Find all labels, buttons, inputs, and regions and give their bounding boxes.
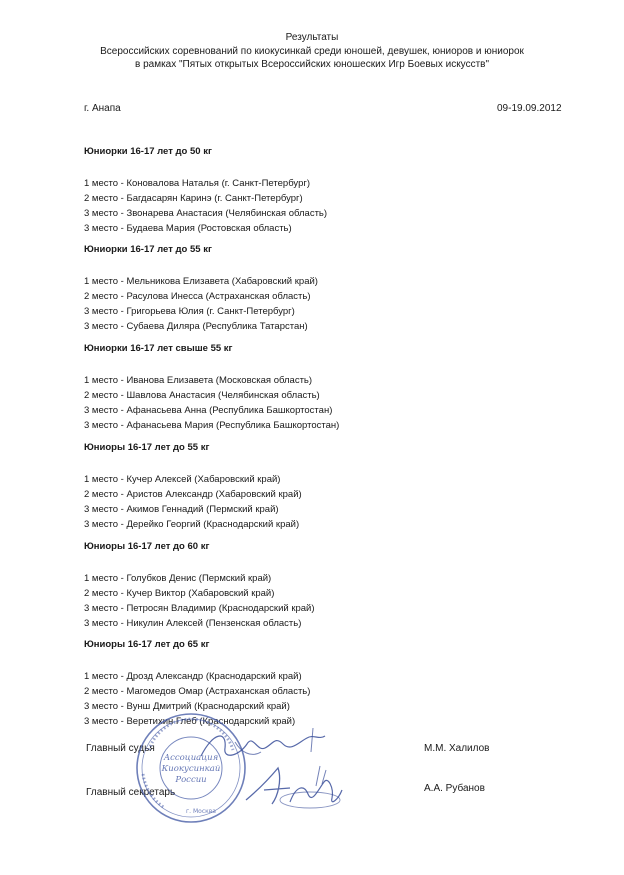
result-entry: 3 место - Веретихин Глеб (Краснодарский край) — [84, 716, 296, 727]
result-entry: 3 место - Звонарева Анастасия (Челябинская область) — [84, 208, 328, 219]
result-entry: 3 место - Акимов Геннадий (Пермский край) — [84, 504, 279, 515]
result-entry: 3 место - Афанасьева Анна (Республика Башкортостан) — [84, 405, 333, 416]
result-entry: 3 место - Вунш Дмитрий (Краснодарский край) — [84, 701, 290, 712]
result-entry: 3 место - Никулин Алексей (Пензенская область) — [84, 618, 302, 629]
chief-judge-name: М.М. Халилов — [424, 743, 490, 754]
result-entry: 2 место - Аристов Александр (Хабаровский край) — [84, 489, 302, 500]
header-title: Результаты — [285, 32, 339, 43]
result-entry: 1 место - Иванова Елизавета (Московская область) — [84, 375, 313, 386]
chief-secretary-name: А.А. Рубанов — [424, 783, 485, 794]
stamp-city: г. Москва — [186, 808, 216, 815]
category-title: Юниоры 16-17 лет до 60 кг — [84, 541, 210, 552]
city: г. Анапа — [84, 103, 121, 114]
category-title: Юниорки 16-17 лет до 55 кг — [84, 244, 212, 255]
category-block — [84, 441, 302, 532]
category-title: Юниоры 16-17 лет до 55 кг — [84, 442, 210, 453]
result-entry: 1 место - Кучер Алексей (Хабаровский край) — [84, 474, 281, 485]
stamp-line: Киокусинкай — [161, 764, 221, 774]
header-competition: Всероссийских соревнований по киокусинкай среди юношей, девушек, юниоров и юниорок — [100, 45, 524, 57]
category-block — [84, 145, 327, 236]
result-entry: 1 место - Дрозд Александр (Краснодарский край) — [84, 671, 302, 682]
date: 09-19.09.2012 — [497, 103, 562, 114]
result-entry: 3 место - Афанасьева Мария (Республика Башкортостан) — [84, 420, 340, 431]
header-event: в рамках "Пятых открытых Всероссийских юношеских Игр Боевых искусств" — [134, 59, 490, 70]
result-entry: 3 место - Субаева Диляра (Республика Татарстан) — [84, 321, 308, 332]
result-entry: 1 место - Коновалова Наталья (г. Санкт-Петербург) — [84, 178, 310, 189]
category-block — [84, 243, 318, 334]
secretary-signature-icon — [238, 760, 358, 812]
result-entry: 3 место - Петросян Владимир (Краснодарский край) — [84, 603, 315, 614]
chief-judge-label: Главный судья — [86, 743, 155, 754]
result-entry: 3 место - Будаева Мария (Ростовская область) — [84, 223, 292, 234]
result-entry: 1 место - Голубков Денис (Пермский край) — [84, 573, 272, 584]
stamp-line: Ассоциация — [163, 753, 219, 763]
chief-secretary-label: Главный секретарь — [86, 787, 176, 798]
result-entry: 3 место - Дерейко Георгий (Краснодарский край) — [84, 519, 300, 530]
result-entry: 2 место - Багдасарян Каринэ (г. Санкт-Петербург) — [84, 193, 303, 204]
category-title: Юниоры 16-17 лет до 65 кг — [84, 639, 210, 650]
category-block — [84, 540, 315, 631]
stamp-line: России — [175, 775, 207, 785]
result-entry: 2 место - Кучер Виктор (Хабаровский край) — [84, 588, 275, 599]
category-title: Юниорки 16-17 лет свыше 55 кг — [84, 343, 233, 354]
result-entry: 3 место - Григорьева Юлия (г. Санкт-Петербург) — [84, 306, 295, 317]
result-entry: 2 место - Расулова Инесса (Астраханская область) — [84, 291, 311, 302]
result-entry: 2 место - Шавлова Анастасия (Челябинская область) — [84, 390, 320, 401]
category-title: Юниорки 16-17 лет до 50 кг — [84, 146, 212, 157]
category-block — [84, 342, 339, 433]
document-header — [0, 31, 624, 72]
result-entry: 1 место - Мельникова Елизавета (Хабаровский край) — [84, 276, 318, 287]
result-entry: 2 место - Магомедов Омар (Астраханская область) — [84, 686, 311, 697]
